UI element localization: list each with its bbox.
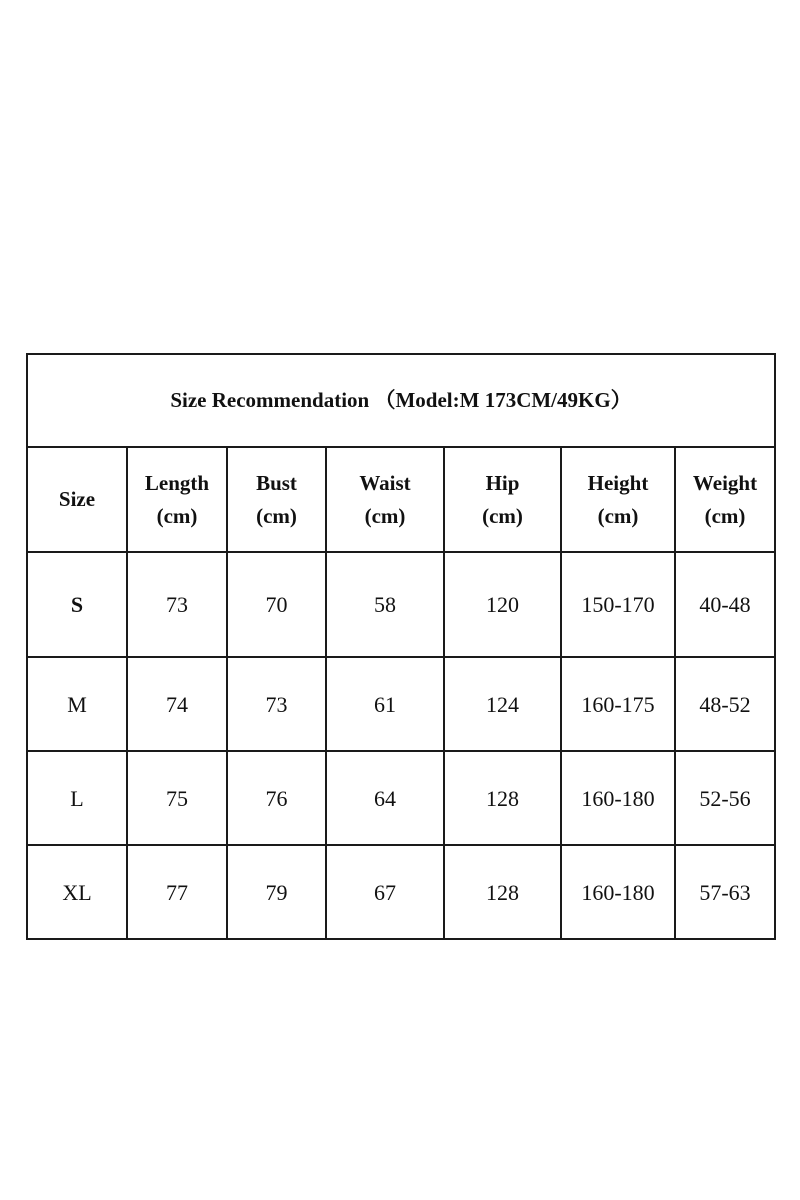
height-cell: 150-170 [561, 552, 675, 657]
header-height [561, 447, 675, 552]
hip-cell: 128 [444, 751, 561, 845]
height-cell: 160-180 [561, 845, 675, 939]
bust-cell: 79 [227, 845, 326, 939]
header-weight-label: Weight [692, 470, 758, 495]
header-length-unit: (cm) [156, 503, 198, 528]
table-row [27, 751, 775, 845]
header-hip [444, 447, 561, 552]
bust-cell: 70 [227, 552, 326, 657]
bust-cell: 76 [227, 751, 326, 845]
header-waist-unit: (cm) [364, 503, 406, 528]
header-size-label: Size [58, 487, 96, 511]
hip-cell: 128 [444, 845, 561, 939]
waist-cell: 67 [326, 845, 444, 939]
height-cell: 160-175 [561, 657, 675, 751]
weight-cell: 48-52 [675, 657, 775, 751]
weight-cell: 40-48 [675, 552, 775, 657]
size-cell: XL [27, 845, 127, 939]
waist-cell: 58 [326, 552, 444, 657]
size-chart-table [26, 353, 776, 940]
bust-cell: 73 [227, 657, 326, 751]
weight-cell: 57-63 [675, 845, 775, 939]
size-cell: S [27, 552, 127, 657]
header-height-unit: (cm) [597, 503, 639, 528]
header-height-label: Height [587, 470, 649, 495]
waist-cell: 64 [326, 751, 444, 845]
header-length-label: Length [144, 470, 210, 495]
header-waist-label: Waist [359, 470, 411, 495]
length-cell: 74 [127, 657, 227, 751]
size-cell: L [27, 751, 127, 845]
table-row [27, 657, 775, 751]
table-title: Size Recommendation （Model:M 173CM/49KG） [27, 354, 775, 447]
table-row [27, 845, 775, 939]
title-row [27, 354, 775, 447]
waist-cell: 61 [326, 657, 444, 751]
length-cell: 77 [127, 845, 227, 939]
header-bust [227, 447, 326, 552]
header-hip-unit: (cm) [482, 503, 523, 528]
hip-cell: 124 [444, 657, 561, 751]
header-hip-label: Hip [485, 470, 520, 495]
header-length [127, 447, 227, 552]
hip-cell: 120 [444, 552, 561, 657]
weight-cell: 52-56 [675, 751, 775, 845]
length-cell: 73 [127, 552, 227, 657]
header-size [27, 447, 127, 552]
header-waist [326, 447, 444, 552]
header-weight [675, 447, 775, 552]
header-weight-unit: (cm) [704, 503, 746, 528]
size-cell: M [27, 657, 127, 751]
table-row [27, 552, 775, 657]
header-bust-unit: (cm) [256, 503, 297, 528]
height-cell: 160-180 [561, 751, 675, 845]
header-bust-label: Bust [256, 470, 297, 495]
length-cell: 75 [127, 751, 227, 845]
header-row [27, 447, 775, 552]
